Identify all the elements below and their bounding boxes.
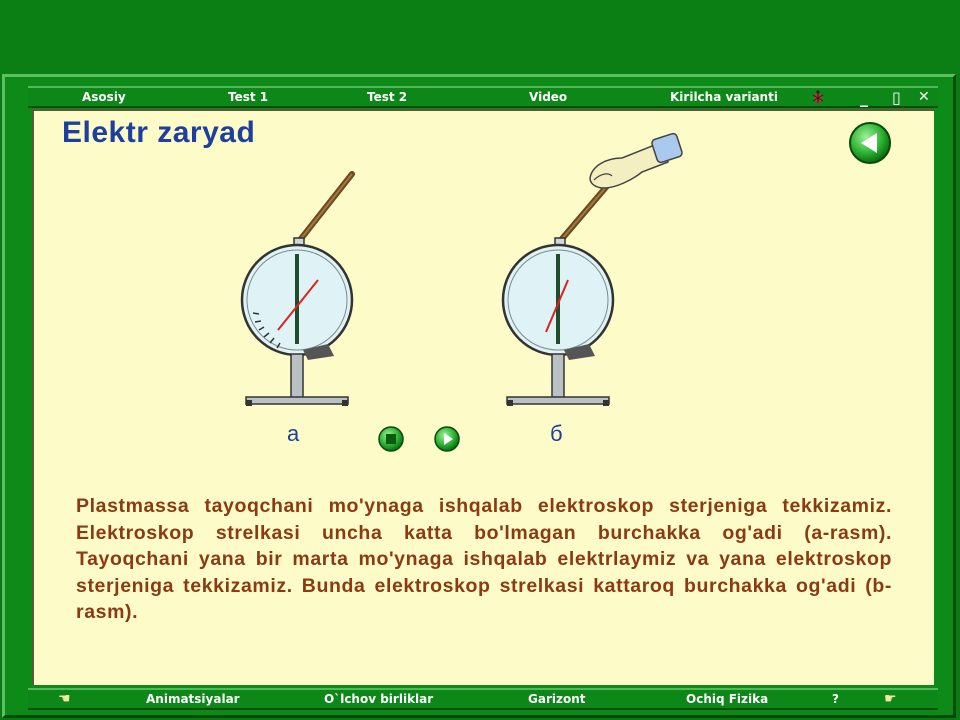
menu-test-1[interactable]: Test 1	[228, 90, 269, 104]
menu-test-2[interactable]: Test 2	[367, 90, 408, 104]
electroscope-a	[228, 168, 368, 428]
back-arrow-icon[interactable]	[847, 120, 893, 166]
menu-asosiy[interactable]: Asosiy	[82, 90, 126, 104]
menu-video[interactable]: Video	[529, 90, 568, 104]
caption-a: а	[287, 421, 300, 446]
hand-right-icon[interactable]: ☛	[884, 691, 897, 707]
hand-left-icon[interactable]: ☚	[58, 691, 71, 707]
electroscope-b	[489, 168, 629, 428]
caption-b: б	[550, 421, 563, 446]
description-paragraph: Plastmassa tayoqchani mo'ynaga ishqalab elektroskop sterjeniga tekkizamiz. Elektroskop strelkasi uncha katta bo'lmagan burchakka og'adi (a-rasm). Tayoqchani yana bir marta mo'ynaga ishqalab elektrlaymiz va yana elektroskop sterjeniga tekkizamiz. Bunda elektroskop strelkasi kattaroq burchakka og'adi (b-rasm).	[76, 495, 892, 623]
top-band	[0, 0, 960, 74]
menu-animatsiyalar[interactable]: Animatsiyalar	[146, 692, 240, 706]
bug-icon[interactable]	[810, 89, 826, 109]
hand-icon	[582, 128, 692, 198]
stop-icon[interactable]	[377, 425, 405, 453]
minimize-button[interactable]: _	[860, 88, 868, 107]
close-button[interactable]: ✕	[918, 89, 930, 105]
page-title: Elektr zaryad	[62, 116, 256, 149]
menu-olchov-birliklar[interactable]: O`lchov birliklar	[324, 692, 434, 706]
help-button[interactable]: ?	[832, 692, 839, 706]
bottom-menubar	[28, 688, 938, 710]
menu-garizont[interactable]: Garizont	[528, 692, 586, 706]
play-icon[interactable]	[433, 425, 461, 453]
top-menubar	[28, 86, 938, 108]
menu-kirilcha-varianti[interactable]: Kirilcha varianti	[670, 90, 778, 104]
menu-ochiq-fizika[interactable]: Ochiq Fizika	[686, 692, 769, 706]
maximize-button[interactable]: ▯	[892, 88, 901, 107]
